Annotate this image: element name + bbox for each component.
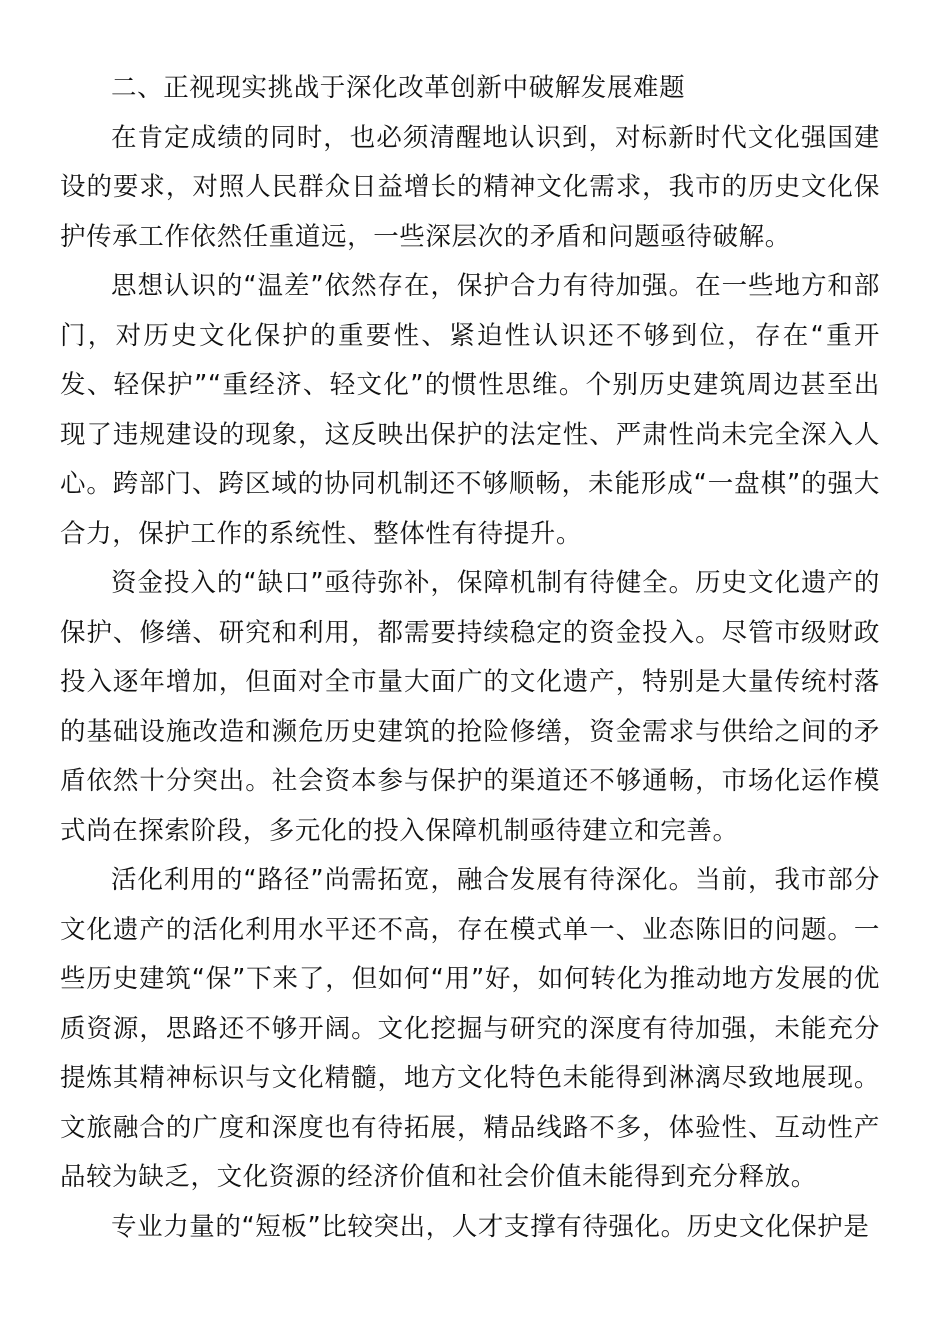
paragraph-talent-shortage: 专业力量的“短板”比较突出，人才支撑有待强化。历史文化保护是 [111,1211,870,1242]
paragraph-utilization-path: 活化利用的“路径”尚需拓宽，融合发展有待深化。当前，我市部分文化遗产的活化利用水平还不高，存在模式单一、业态陈旧的问题。一些历史建筑“保”下来了，但如何“用”好，如何转化为推动地方发展的优质资源，思路还不够开阔。文化挖掘与研究的深度有待加强，未能充分提炼其精神标识与文化精髓，地方文化特色未能得到淋漓尽致地展现。文旅融合的广度和深度也有待拓展，精品线路不多，体验性、互动性产品较为缺乏，文化资源的经济价值和社会价值未能得到充分释放。 [60,865,880,1192]
paragraph-intro: 在肯定成绩的同时，也必须清醒地认识到，对标新时代文化强国建设的要求，对照人民群众日益增长的精神文化需求，我市的历史文化保护传承工作依然任重道远，一些深层次的矛盾和问题亟待破解。 [60,122,880,252]
paragraph-funding-gap: 资金投入的“缺口”亟待弥补，保障机制有待健全。历史文化遗产的保护、修缮、研究和利用，都需要持续稳定的资金投入。尽管市级财政投入逐年增加，但面对全市量大面广的文化遗产，特别是大量传统村落的基础设施改造和濒危历史建筑的抢险修缮，资金需求与供给之间的矛盾依然十分突出。社会资本参与保护的渠道还不够通畅，市场化运作模式尚在探索阶段，多元化的投入保障机制亟待建立和完善。 [60,568,880,846]
paragraph-awareness-gap: 思想认识的“温差”依然存在，保护合力有待加强。在一些地方和部门，对历史文化保护的重要性、紧迫性认识还不够到位，存在“重开发、轻保护”“重经济、轻文化”的惯性思维。个别历史建筑周边甚至出现了违规建设的现象，这反映出保护的法定性、严肃性尚未完全深入人心。跨部门、跨区域的协同机制还不够顺畅，未能形成“一盘棋”的强大合力，保护工作的系统性、整体性有待提升。 [60,271,880,549]
section-heading: 二、正视现实挑战于深化改革创新中破解发展难题 [111,73,686,103]
document-page [60,64,880,1252]
